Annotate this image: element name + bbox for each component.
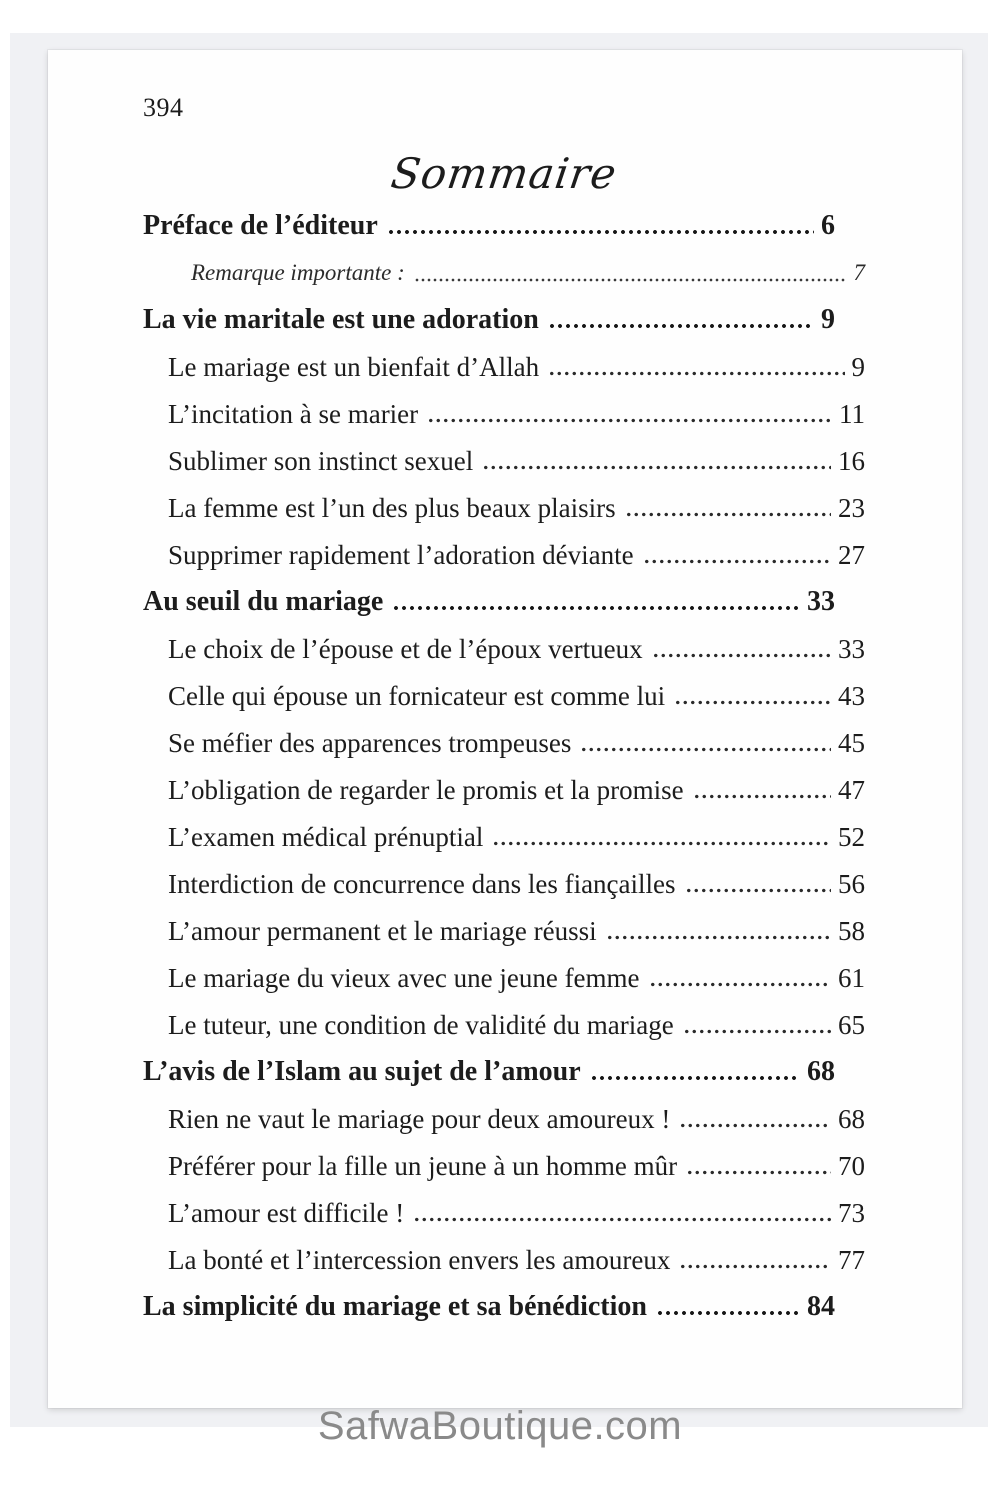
toc-entry xyxy=(168,870,865,898)
dot-leader xyxy=(590,1074,800,1082)
toc-entry-page: 56 xyxy=(838,869,865,899)
toc-entry-page: 52 xyxy=(838,822,865,852)
toc-entry-page: 23 xyxy=(838,493,865,523)
toc-entry-label: Le choix de l’épouse et de l’époux vertueux xyxy=(168,634,643,664)
toc-entry-page: 9 xyxy=(851,352,865,382)
toc-entry-label: La simplicité du mariage et sa bénédiction xyxy=(143,1291,647,1322)
toc-entry-label: L’obligation de regarder le promis et la promise xyxy=(168,775,684,805)
toc-entry-label: Préface de l’éditeur xyxy=(143,210,378,241)
toc-entry xyxy=(168,447,865,475)
toc-entry xyxy=(143,588,865,616)
toc-entry xyxy=(168,494,865,522)
toc-entry xyxy=(168,823,865,851)
dot-leader xyxy=(679,1263,831,1270)
toc-entry-page: 65 xyxy=(838,1010,865,1040)
dot-leader xyxy=(580,746,831,753)
dot-leader xyxy=(656,1309,800,1317)
toc-entry-label: Remarque importante : xyxy=(191,260,405,285)
toc-entry-page: 6 xyxy=(821,210,835,241)
toc-entry-label: Rien ne vaut le mariage pour deux amoureux ! xyxy=(168,1104,671,1134)
dot-leader xyxy=(606,934,831,941)
dot-leader xyxy=(679,1122,831,1129)
dot-leader xyxy=(693,793,831,800)
toc-entry xyxy=(168,729,865,757)
dot-leader xyxy=(548,370,844,377)
dot-leader xyxy=(548,322,814,330)
dot-leader xyxy=(427,417,832,424)
toc-entry-page: 9 xyxy=(821,304,835,335)
toc-entry-label: Au seuil du mariage xyxy=(143,586,384,617)
toc-entry-page: 33 xyxy=(838,634,865,664)
toc-entry xyxy=(168,1152,865,1180)
page-number: 394 xyxy=(143,93,184,122)
dot-leader xyxy=(492,840,831,847)
toc-entry-page: 11 xyxy=(839,399,865,429)
toc-entry-label: La femme est l’un des plus beaux plaisirs xyxy=(168,493,616,523)
toc-entry-label: Préférer pour la fille un jeune à un homme mûr xyxy=(168,1151,678,1181)
toc-entry-label: Interdiction de concurrence dans les fiançailles xyxy=(168,869,676,899)
dot-leader xyxy=(413,1216,831,1223)
toc-entry xyxy=(168,1011,865,1039)
toc-entry-label: Celle qui épouse un fornicateur est comme lui xyxy=(168,681,666,711)
toc-entry xyxy=(143,306,865,334)
toc-entry xyxy=(143,1293,865,1321)
dot-leader xyxy=(683,1028,831,1035)
toc-entry-page: 16 xyxy=(838,446,865,476)
toc-entry-label: Supprimer rapidement l’adoration déviante xyxy=(168,540,634,570)
toc-entry-label: L’amour permanent et le mariage réussi xyxy=(168,916,597,946)
dot-leader xyxy=(652,652,831,659)
toc-entry xyxy=(143,212,865,240)
dot-leader xyxy=(392,604,800,612)
toc-entry-page: 61 xyxy=(838,963,865,993)
toc-entry xyxy=(191,259,865,287)
toc-entry xyxy=(168,541,865,569)
toc-entry-page: 43 xyxy=(838,681,865,711)
toc-entry-page: 58 xyxy=(838,916,865,946)
toc-entry-page: 68 xyxy=(838,1104,865,1134)
toc-entry-page: 27 xyxy=(838,540,865,570)
toc-entry xyxy=(168,635,865,663)
toc-entry-label: Le mariage est un bienfait d’Allah xyxy=(168,352,540,382)
dot-leader xyxy=(649,981,831,988)
toc-entry-label: La vie maritale est une adoration xyxy=(143,304,539,335)
toc-entry xyxy=(168,400,865,428)
toc-entry xyxy=(168,917,865,945)
toc-entry-page: 45 xyxy=(838,728,865,758)
toc-entry-label: Se méfier des apparences trompeuses xyxy=(168,728,572,758)
toc-entry-label: L’examen médical prénuptial xyxy=(168,822,484,852)
toc-entry xyxy=(168,776,865,804)
toc-entry-label: Sublimer son instinct sexuel xyxy=(168,446,474,476)
toc-entry-label: La bonté et l’intercession envers les amoureux xyxy=(168,1245,671,1275)
toc-entry-page: 7 xyxy=(853,260,865,285)
toc-entry-page: 33 xyxy=(807,586,835,617)
toc-entry xyxy=(168,1246,865,1274)
toc-entry-label: L’amour est difficile ! xyxy=(168,1198,405,1228)
toc-entry-page: 77 xyxy=(838,1245,865,1275)
toc-entry xyxy=(168,1199,865,1227)
toc-entry-page: 70 xyxy=(838,1151,865,1181)
toc-entry-label: L’incitation à se marier xyxy=(168,399,419,429)
toc-entry-page: 47 xyxy=(838,775,865,805)
toc-entry-page: 84 xyxy=(807,1291,835,1322)
toc-entry xyxy=(168,964,865,992)
toc-entry-label: Le tuteur, une condition de validité du mariage xyxy=(168,1010,674,1040)
dot-leader xyxy=(414,277,847,283)
dot-leader xyxy=(482,464,831,471)
dot-leader xyxy=(625,511,831,518)
dot-leader xyxy=(674,699,831,706)
dot-leader xyxy=(643,558,831,565)
toc-entry xyxy=(143,1058,865,1086)
toc-entry xyxy=(168,682,865,710)
dot-leader xyxy=(685,887,831,894)
dot-leader xyxy=(686,1169,831,1176)
watermark-text: SafwaBoutique.com xyxy=(317,1404,683,1448)
toc-heading: Sommaire xyxy=(388,149,621,198)
toc-entry xyxy=(168,353,865,381)
book-page xyxy=(48,50,962,1408)
toc-entry xyxy=(168,1105,865,1133)
toc-entry-label: L’avis de l’Islam au sujet de l’amour xyxy=(143,1056,581,1087)
table-of-contents xyxy=(143,212,865,1321)
toc-entry-label: Le mariage du vieux avec une jeune femme xyxy=(168,963,640,993)
toc-entry-page: 73 xyxy=(838,1198,865,1228)
toc-entry-page: 68 xyxy=(807,1056,835,1087)
dot-leader xyxy=(387,228,814,236)
